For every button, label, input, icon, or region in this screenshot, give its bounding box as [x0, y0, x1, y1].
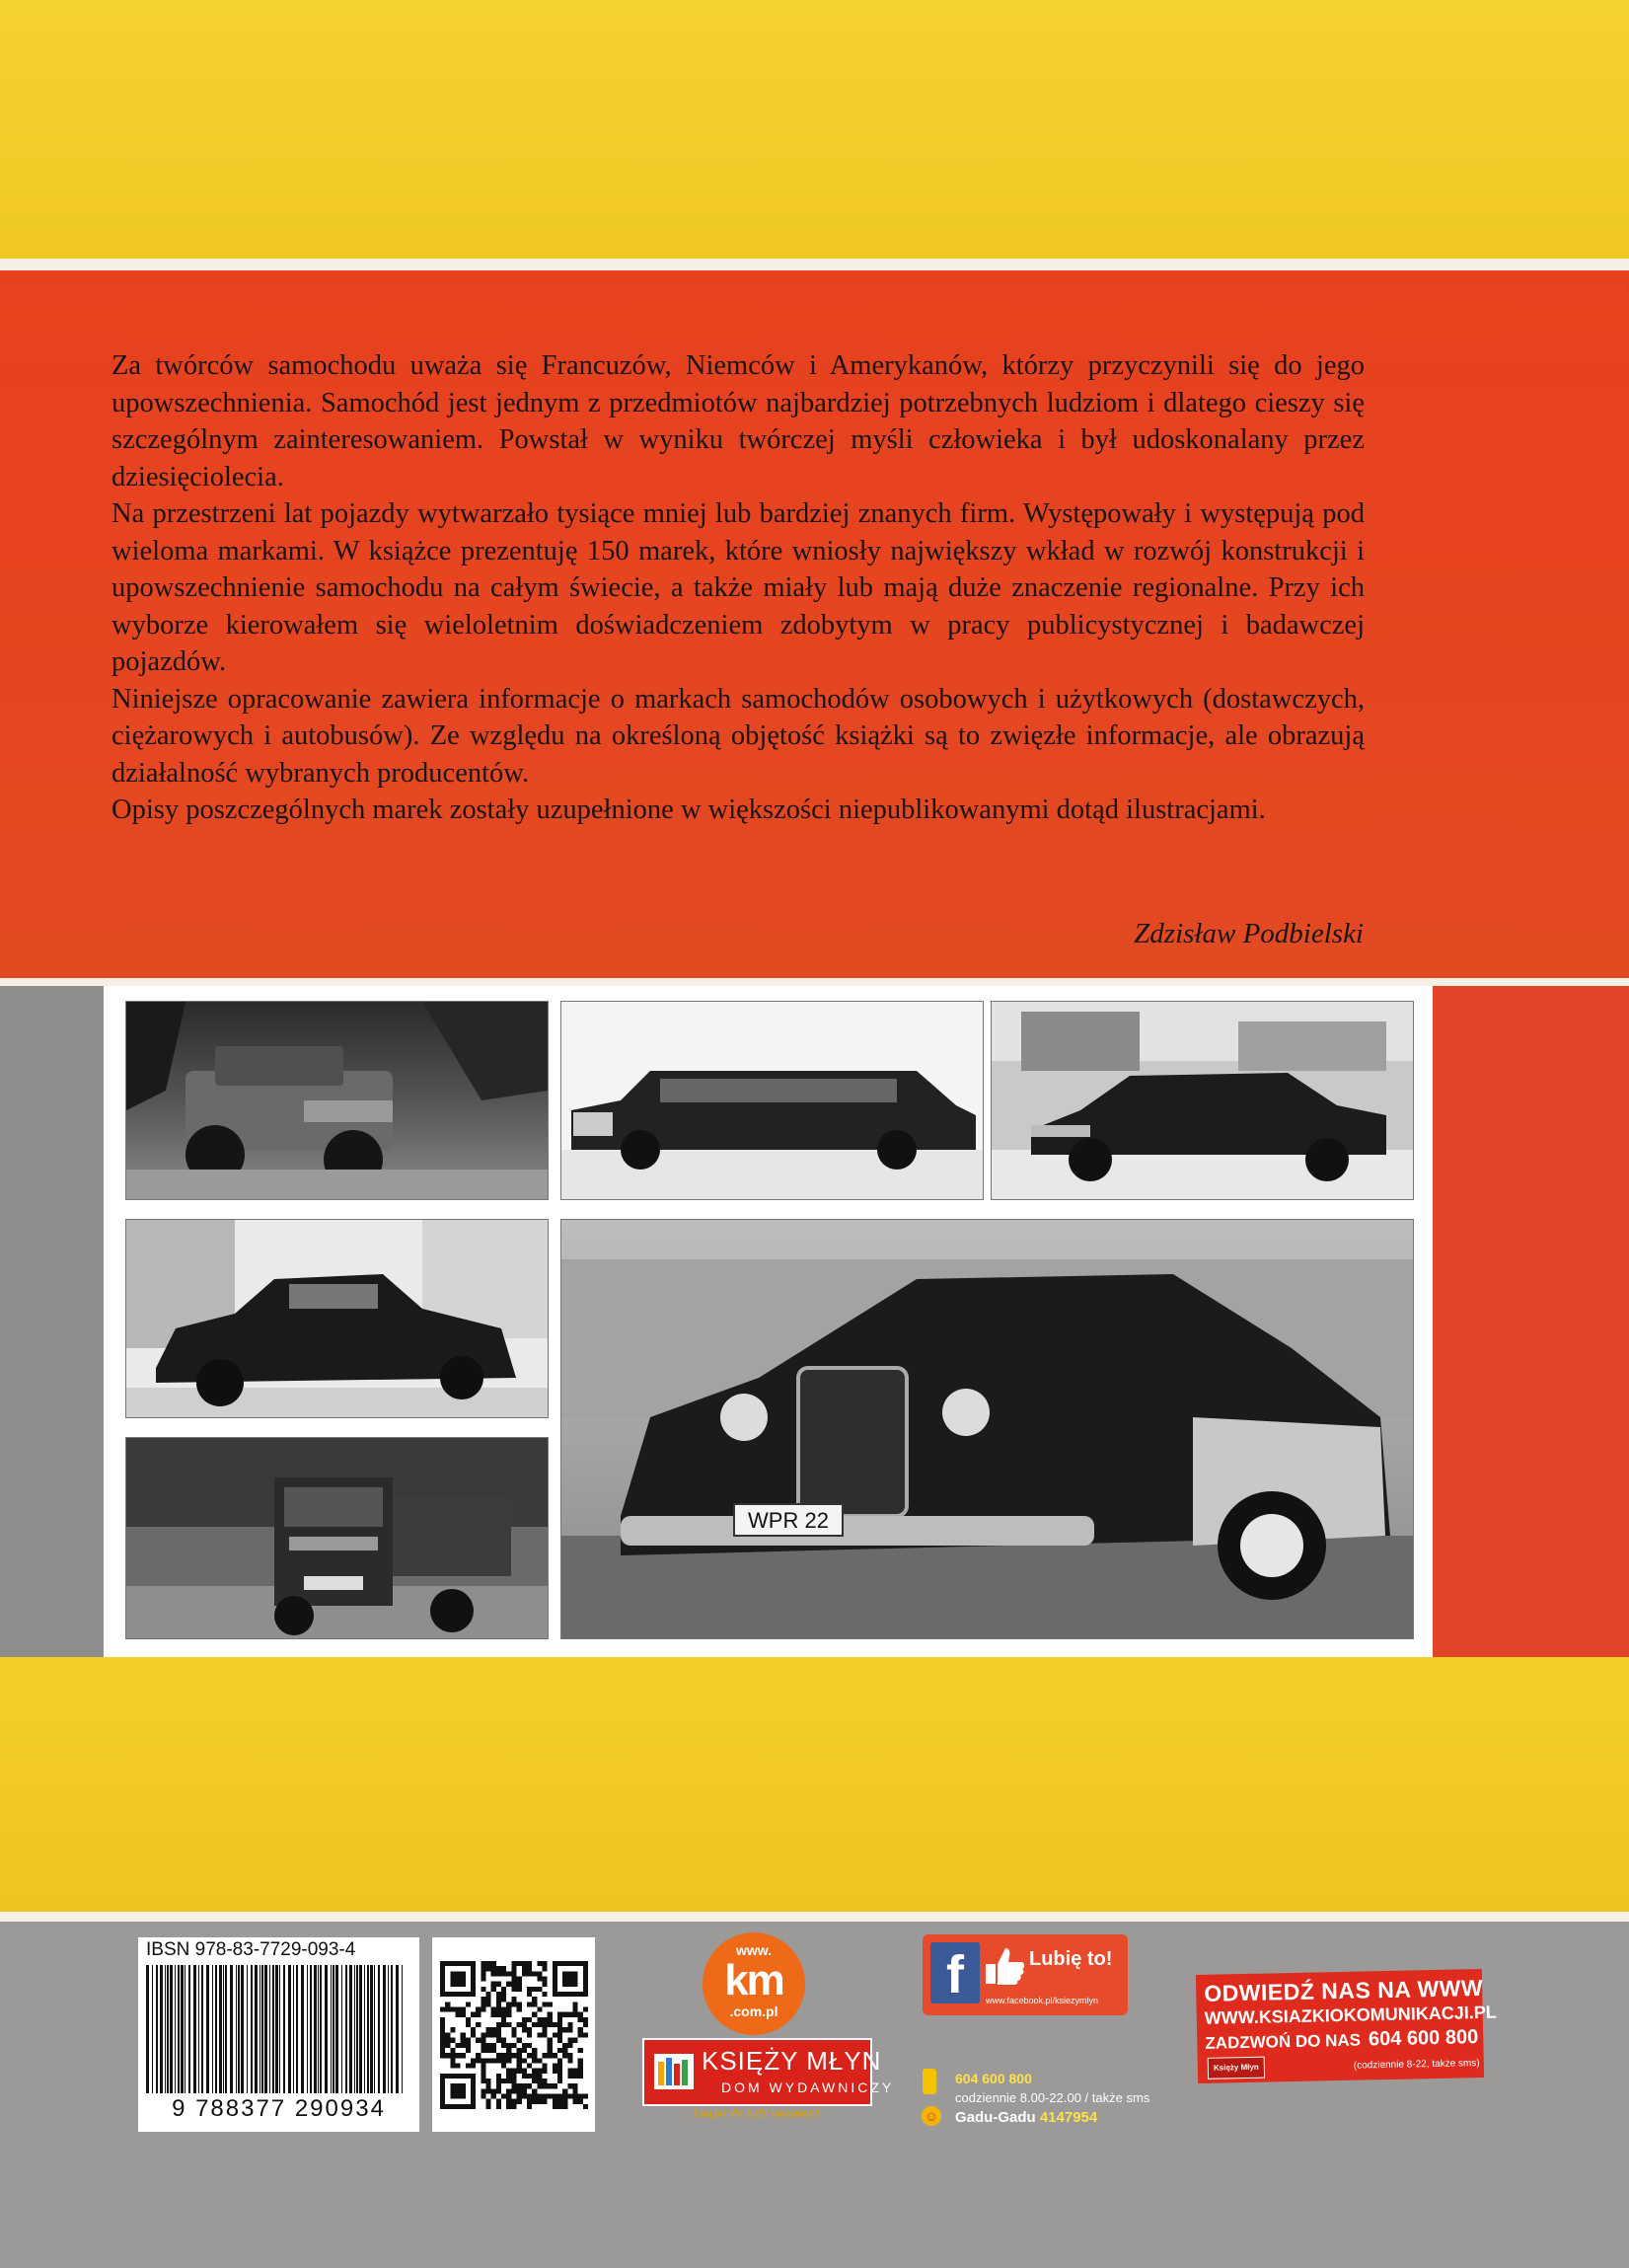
- paragraph: Na przestrzeni lat pojazdy wytwarzało tysiące mniej lub bardziej znanych firm. Występowały i występują pod wieloma markami. W książce prezentuję 150 marek, które wniosły największy wkład w rozwój konstrukcji i upowszechnienie samochodu na całym świecie, a także miały lub mają duże znaczenie regionalne. Przy ich wyborze kierowałem się wieloletnim doświadczeniem zdobytym w pracy publicystycznej i badawczej pojazdów.: [111, 498, 1365, 677]
- description-text: [111, 347, 1365, 829]
- red-side-panel: [1433, 986, 1629, 1657]
- km-www: www.: [735, 1942, 773, 1958]
- www-phone: 604 600 800: [1368, 2026, 1479, 2051]
- facebook-url: www.facebook.pl/ksiezymlyn: [986, 1996, 1099, 2005]
- gaz-chaika-photo: [991, 1001, 1414, 1200]
- www-url[interactable]: WWW.KSIAZKIOKOMUNIKACJI.PL: [1204, 2002, 1497, 2028]
- barcode-digits: 9 788377 290934: [172, 2095, 386, 2122]
- gadu-gadu-label: Gadu-Gadu: [955, 2109, 1036, 2126]
- phone-number: 604 600 800: [955, 2071, 1032, 2086]
- km-website-badge[interactable]: [703, 1932, 805, 2035]
- facebook-like-box[interactable]: [923, 1934, 1128, 2015]
- publisher-tagline: książki dla ludzi ciekawych: [693, 2108, 822, 2120]
- www-publisher-logo: Księży Młyn: [1208, 2057, 1265, 2079]
- author-name: Zdzisław Podbielski: [1134, 918, 1364, 949]
- isbn-text: IBSN 978-83-7729-093-4: [146, 1939, 356, 1960]
- top-yellow-band: [0, 0, 1629, 259]
- gadu-gadu-line: [955, 2109, 1097, 2126]
- www-call-label: ZADZWOŃ DO NAS: [1205, 2030, 1362, 2053]
- barcode-icon: [146, 1965, 410, 2093]
- www-hours-note: (codziennie 8-22, także sms): [1353, 2058, 1480, 2072]
- photo-collage-band: [0, 986, 1629, 1657]
- middle-yellow-band: [0, 1657, 1629, 1912]
- gadu-gadu-number: 4147954: [1039, 2109, 1098, 2126]
- qr-code-icon[interactable]: [432, 1937, 595, 2132]
- phone-hours: codziennie 8.00-22.00 / także sms: [955, 2090, 1150, 2105]
- km-domain: .com.pl: [729, 2003, 778, 2019]
- isbn-barcode: [138, 1937, 419, 2132]
- books-icon: [654, 2054, 694, 2089]
- jaguar-plate-text: WPR 22: [748, 1508, 829, 1533]
- km-logo-text: km: [724, 1956, 783, 2004]
- like-label: Lubię to!: [1029, 1948, 1113, 1970]
- divider-strip: [0, 1912, 1629, 1922]
- gadu-gadu-icon: ☺: [922, 2106, 941, 2126]
- phone-icon: [923, 2069, 936, 2094]
- publisher-logo: [642, 2038, 895, 2106]
- paragraph: Niniejsze opracowanie zawiera informacje o markach samochodów osobowych i użytkowych (dostawczych, ciężarowych i autobusów). Ze względu na określoną objętość książki są to zwięzłe informacje, ale obrazują działalność wybranych producentów.: [111, 683, 1365, 789]
- www-heading: ODWIEDŹ NAS NA WWW: [1204, 1974, 1484, 2006]
- gray-side-panel: [0, 986, 104, 1657]
- jaguar-photo: [560, 1219, 1414, 1639]
- publisher-name: KSIĘŻY MŁYN: [702, 2046, 882, 2076]
- hummer-photo: [125, 1001, 549, 1200]
- divider-strip: [0, 259, 1629, 270]
- paragraph: Opisy poszczególnych marek zostały uzupełnione w większości niepublikowanymi dotąd ilustracjami.: [111, 794, 1266, 825]
- publisher-subtitle: DOM WYDAWNICZY: [721, 2079, 895, 2095]
- website-promo-box[interactable]: [1196, 1969, 1497, 2083]
- limousine-photo: [560, 1001, 984, 1200]
- paragraph: Za twórców samochodu uważa się Francuzów, Niemców i Amerykanów, którzy przyczynili się do jego upowszechnienia. Samochód jest jednym z przedmiotów najbardziej potrzebnych ludziom i dlatego cieszy się szczególnym zainteresowaniem. Powstał w wyniku twórczej myśli człowieka i był udoskonalany przez dziesięciolecia.: [111, 350, 1365, 492]
- divider-strip: [0, 978, 1629, 986]
- www-call: [1205, 2026, 1478, 2055]
- magirus-truck-photo: [125, 1437, 549, 1639]
- facebook-icon: f: [930, 1942, 980, 2003]
- thumbs-up-icon: [984, 1944, 1027, 1988]
- classic-sedan-photo: [125, 1219, 549, 1418]
